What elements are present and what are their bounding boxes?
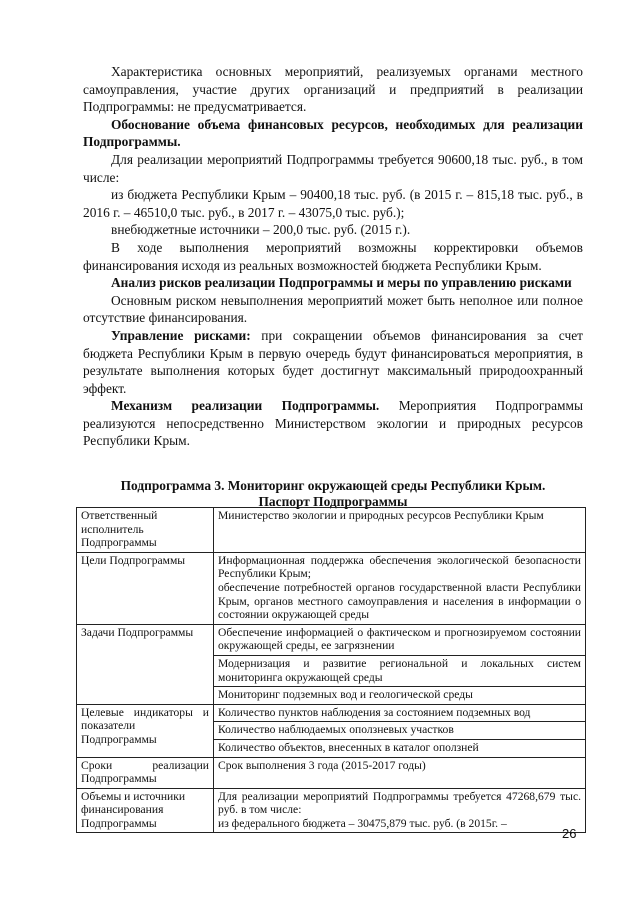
task-1: Обеспечение информацией о фактическом и прогнозируемом состоянии окружающей среды, ее загрязнении xyxy=(214,624,586,655)
row-label-tasks: Задачи Подпрограммы xyxy=(77,624,214,704)
row-value-funding xyxy=(214,788,586,833)
subprogram-title: Подпрограмма 3. Мониторинг окружающей среды Республики Крым. xyxy=(120,478,546,493)
indicator-3: Количество объектов, внесенных в каталог оползней xyxy=(214,739,586,757)
funding-federal: из федерального бюджета – 30475,879 тыс. руб. (в 2015г. – xyxy=(218,816,507,830)
page-number: 26 xyxy=(562,826,577,841)
paragraph-crimea-budget: из бюджета Республики Крым – 90400,18 тыс. руб. (в 2015 г. – 815,18 тыс. руб., в 2016 г. – 46510,0 тыс. руб., в 2017 г. – 43075,0 тыс. руб.); xyxy=(83,187,583,220)
paragraph-mechanism xyxy=(83,397,583,450)
row-label-executor: Ответственный исполнитель Подпрограммы xyxy=(77,508,214,553)
paragraph-main-risk: Основным риском невыполнения мероприятий может быть неполное или полное отсутствие финансирования. xyxy=(83,292,583,326)
task-2: Модернизация и развитие региональной и локальных систем мониторинга окружающей среды xyxy=(214,655,586,686)
indicator-2: Количество наблюдаемых оползневых участков xyxy=(214,722,586,740)
row-label-goals: Цели Подпрограммы xyxy=(77,552,214,624)
paragraph-adjustments: В ходе выполнения мероприятий возможны корректировки объемов финансирования исходя из реальных возможностей бюджета Республики Крым. xyxy=(83,239,583,273)
table-row xyxy=(77,508,586,553)
table-row xyxy=(77,704,586,722)
row-value-goals xyxy=(214,552,586,624)
mechanism-lead: Механизм реализации Подпрограммы. xyxy=(111,398,380,414)
row-label-funding: Объемы и источники финансирования Подпрограммы xyxy=(77,788,214,833)
risk-management-text: при сокращении объемов финансирования за счет бюджета Республики Крым в первую очередь будут финансироваться мероприятия, в результате выполнения которых будет достигнут максимальный природоохранный эффект. xyxy=(83,327,583,396)
paragraph-extrabudgetary: внебюджетные источники – 200,0 тыс. руб. (2015 г.). xyxy=(111,222,411,238)
paragraph-participation: Характеристика основных мероприятий, реализуемых органами местного самоуправления, участие других организаций и предприятий в реализации Подпрограммы: не предусматривается. xyxy=(83,64,583,115)
task-3: Мониторинг подземных вод и геологической среды xyxy=(214,687,586,705)
table-row xyxy=(77,624,586,655)
risk-management-lead: Управление рисками: xyxy=(111,327,251,343)
row-label-indicators: Целевые индикаторы и показатели Подпрограммы xyxy=(77,704,214,757)
row-label-timeline: Сроки реализации Подпрограммы xyxy=(77,757,214,788)
passport-subtitle: Паспорт Подпрограммы xyxy=(258,494,408,509)
mechanism-text: Мероприятия Подпрограммы реализуются непосредственно Министерством экологии и природных ресурсов Республики Крым. xyxy=(83,398,583,449)
table-row xyxy=(77,788,586,833)
subprogram-heading xyxy=(83,478,583,510)
row-value-executor: Министерство экологии и природных ресурсов Республики Крым xyxy=(214,508,586,553)
body-text xyxy=(83,63,583,450)
heading-risk-analysis: Анализ рисков реализации Подпрограммы и меры по управлению рисками xyxy=(111,275,572,291)
goal-1: Информационная поддержка обеспечения экологической безопасности Республики Крым; xyxy=(218,553,581,581)
row-value-timeline: Срок выполнения 3 года (2015-2017 годы) xyxy=(214,757,586,788)
table-row xyxy=(77,757,586,788)
funding-total: Для реализации мероприятий Подпрограммы требуется 47268,679 тыс. руб. в том числе: xyxy=(218,789,581,817)
passport-table xyxy=(76,507,586,833)
paragraph-total-funding: Для реализации мероприятий Подпрограммы требуется 90600,18 тыс. руб., в том числе: xyxy=(83,151,583,185)
paragraph-risk-management xyxy=(83,327,583,397)
indicator-1: Количество пунктов наблюдения за состоянием подземных вод xyxy=(214,704,586,722)
heading-financial-justification: Обоснование объема финансовых ресурсов, необходимых для реализации Подпрограммы. xyxy=(83,116,583,150)
table-row xyxy=(77,552,586,624)
goal-2: обеспечение потребностей органов государственной власти Республики Крым, органов местного самоуправления и населения в информации о состоянии окружающей среды xyxy=(218,580,581,622)
